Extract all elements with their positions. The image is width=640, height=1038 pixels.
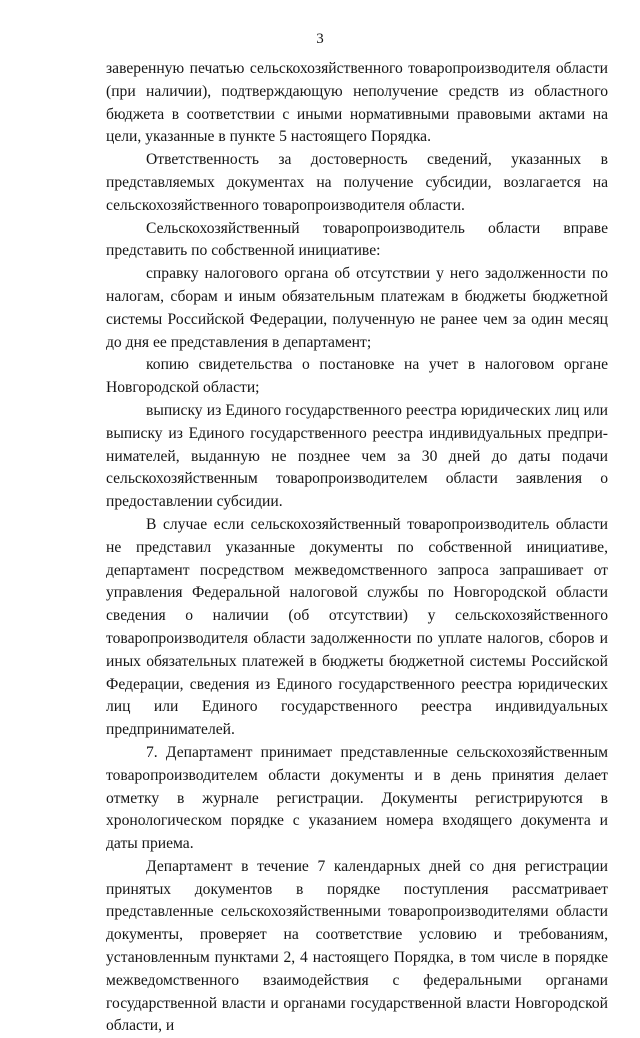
list-item-tax-certificate: справку налогового органа об отсутствии у него задолженности по налогам, сборам и иным обязательным платежам в бюджеты бюджетной системы Российской Федерации, полученную не ранее чем за один месяц до дня ее представления в департамент;: [106, 265, 608, 351]
paragraph-review-period: Департамент в течение 7 календарных дней со дня регистрации принятых документов в порядке поступления рассматривает представленные сельскохозяйственными товаропроизводителями области документы, проверяет на соответствие условию и требованиям, установленным пунктами 2, 4 настоящего Порядка, в том числе в порядке межведомственного взаимодействия с федеральными органами государственной власти и органами государственной власти Новгородской области, и: [106, 857, 608, 1035]
list-item-registry-extract: выписку из Единого государственного реестра юридических лиц или выписку из Единого государственного реестра индивидуальных предпринимателей, выданную не позднее чем за 30 дней до даты подачи сельскохозяйственным товаропроизводителем области заявления о предоставлении субсидии.: [106, 401, 608, 511]
document-body: [106, 58, 608, 1038]
page-number: 3: [316, 31, 324, 47]
list-item-registration-copy: копию свидетельства о постановке на учет в налоговом органе Новгородской области;: [106, 356, 608, 397]
paragraph-certified-certificate: заверенную печатью сельскохозяйственного товаропроизводителя области (при наличии), подтверждающую неполучение средств из областного бюджета в соответствии с иными нормативными правовыми актами на цели, указанные в пункте 5 настоящего Порядка.: [106, 60, 608, 146]
paragraph-interagency-request: В случае если сельскохозяйственный товаропроизводитель области не представил указанные документы по собственной инициативе, департамент посредством межведомственного запроса запрашивает от управления Федеральной налоговой службы по Новгородской области сведения о наличии (об отсутствии) у сельскохозяйственного товаропроизводителя области задолженности по уплате налогов, сборов и иных обязательных платежей в бюджеты бюджетной системы Российской Федерации, сведения из Единого государственного реестра юридических лиц или Единого государственного реестра индивидуальных предпринимателей.: [106, 515, 608, 739]
paragraph-responsibility: Ответственность за достоверность сведений, указанных в представляемых документах на получение субсидии, возлагается на сельскохозяйственного товаропроизводителя области.: [106, 151, 608, 214]
paragraph-own-initiative: Сельскохозяйственный товаропроизводитель области вправе представить по собственной инициативе:: [106, 219, 608, 260]
paragraph-item-7: 7. Департамент принимает представленные сельскохозяйственным товаропроизводителем области документы и в день принятия делает отметку в журнале регистрации. Документы регистрируются в хронологическом порядке с указанием номера входящего документа и даты приема.: [106, 743, 608, 853]
